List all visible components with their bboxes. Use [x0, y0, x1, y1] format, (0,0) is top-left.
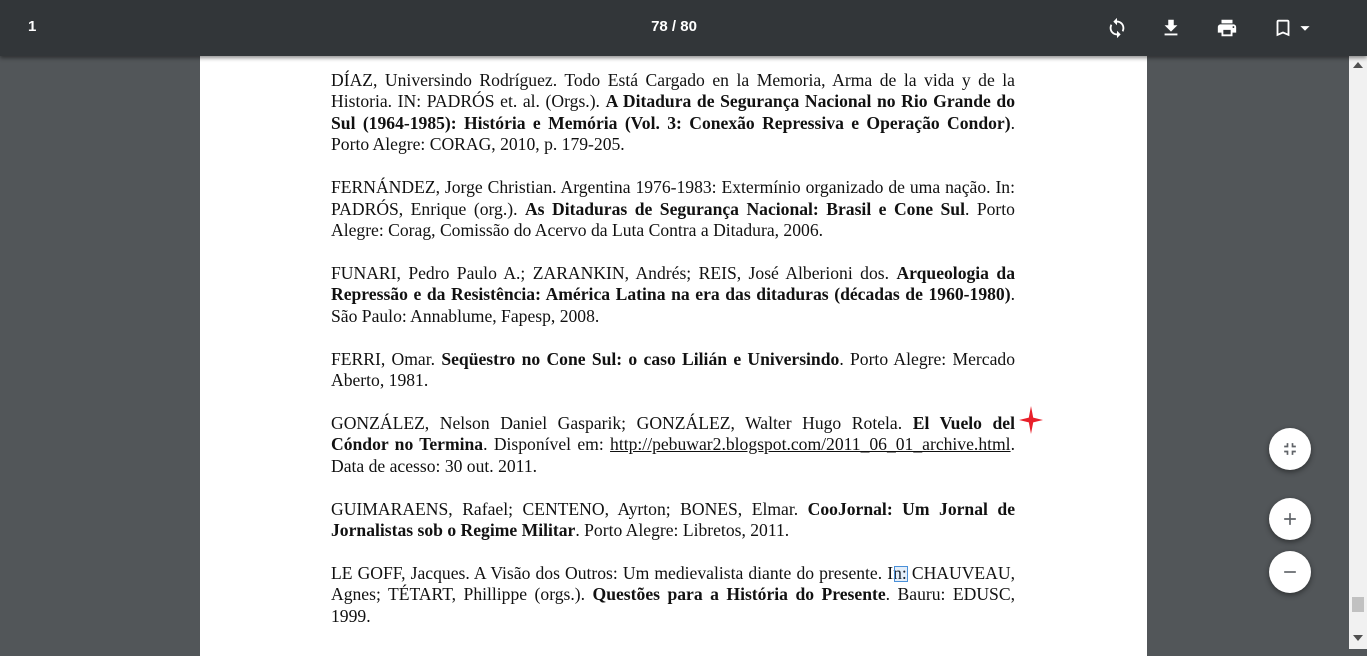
print-button[interactable]	[1209, 10, 1245, 46]
pdf-toolbar	[0, 0, 1367, 56]
zoom-out-button[interactable]	[1269, 551, 1311, 593]
reference-text: . São Paulo: Annablume, Fapesp, 2008.	[331, 284, 1015, 326]
zoom-in-icon	[1280, 509, 1300, 529]
reference-text: . Porto Alegre: Libretos, 2011.	[575, 520, 790, 540]
reference-text: LE GOFF, Jacques. A Visão dos Outros: Um medievalista diante do presente. In: CHAUVEAU, Agnes; TÉTART, Phillippe (orgs.).	[331, 562, 1015, 605]
reference-title: As Ditaduras de Segurança Nacional: Brasil e Cone Sul	[524, 198, 965, 219]
text-cursor-highlight	[894, 566, 908, 582]
reference-text: FUNARI, Pedro Paulo A.; ZARANKIN, Andrés; REIS, José Alberioni dos.	[331, 262, 897, 283]
print-icon	[1216, 17, 1238, 39]
fit-page-button[interactable]	[1269, 428, 1311, 470]
scrollbar-thumb[interactable]	[1352, 597, 1364, 612]
reference-entry	[331, 177, 1015, 241]
reference-title: El Vuelo del Cóndor no Termina	[331, 412, 1016, 455]
reference-text: DÍAZ, Universindo Rodríguez. Todo Está Cargado en la Memoria, Arma de la vida y de la Historia. IN: PADRÓS et. al. (Orgs.).	[331, 70, 1015, 112]
reference-entry	[331, 349, 1015, 392]
reference-title: Seqüestro no Cone Sul: o caso Lilián e Universindo	[441, 348, 840, 369]
reference-text: . Data de acesso: 30 out. 2011.	[331, 434, 1015, 476]
vertical-scrollbar[interactable]	[1349, 56, 1367, 649]
zoom-out-icon	[1280, 562, 1300, 582]
reference-text: FERRI, Omar.	[331, 348, 442, 369]
reference-text: FERNÁNDEZ, Jorge Christian. Argentina 1976-1983: Extermínio organizado de uma nação. In: PADRÓS, Enrique (org.).	[331, 177, 1015, 219]
reference-title: Questões para a História do Presente	[592, 584, 886, 605]
rotate-button[interactable]	[1099, 10, 1135, 46]
download-button[interactable]	[1153, 10, 1189, 46]
reference-entry	[331, 70, 1015, 156]
reference-text: GONZÁLEZ, Nelson Daniel Gasparik; GONZÁLEZ, Walter Hugo Rotela.	[331, 412, 913, 433]
bookmark-menu-button[interactable]	[1291, 10, 1319, 46]
download-icon	[1160, 17, 1182, 39]
reference-entry	[331, 263, 1015, 327]
reference-link[interactable]: http://pebuwar2.blogspot.com/2011_06_01_archive.html	[610, 434, 1011, 455]
zoom-in-button[interactable]	[1269, 498, 1311, 540]
reference-text: . Bauru: EDUSC, 1999.	[331, 584, 1015, 626]
rotate-icon	[1106, 17, 1128, 39]
scroll-down-arrow[interactable]	[1353, 635, 1363, 641]
reference-text: . Porto Alegre: Mercado Aberto, 1981.	[331, 348, 1016, 390]
reference-text: GUIMARAENS, Rafael; CENTENO, Ayrton; BONES, Elmar.	[331, 498, 808, 519]
reference-entry	[331, 499, 1015, 542]
reference-text: . Porto Alegre: Corag, Comissão do Acervo da Luta Contra a Ditadura, 2006.	[331, 198, 1015, 240]
reference-entry	[331, 563, 1015, 627]
chevron-down-icon	[1294, 17, 1316, 39]
reference-entry	[331, 413, 1015, 477]
scroll-up-arrow[interactable]	[1353, 62, 1363, 68]
page-number-box[interactable]: 1	[28, 18, 37, 35]
reference-list	[331, 70, 1015, 649]
pdf-page	[200, 56, 1147, 656]
reference-title: A Ditadura de Segurança Nacional no Rio Grande do Sul (1964-1985): História e Memória (Vol. 3: Conexão Repressiva e Operação Condor)	[331, 91, 1015, 133]
fit-page-icon	[1280, 439, 1300, 459]
reference-text: . Porto Alegre: CORAG, 2010, p. 179-205.	[331, 112, 1015, 155]
red-star-icon	[1019, 406, 1043, 434]
reference-title: Arqueologia da Repressão e da Resistência: América Latina na era das ditaduras (décadas de 1960-1980)	[331, 262, 1015, 305]
page-counter: 78 / 80	[651, 18, 697, 35]
reference-title: CooJornal: Um Jornal de Jornalistas sob o Regime Militar	[331, 498, 1016, 540]
reference-text: . Disponível em:	[483, 434, 611, 455]
